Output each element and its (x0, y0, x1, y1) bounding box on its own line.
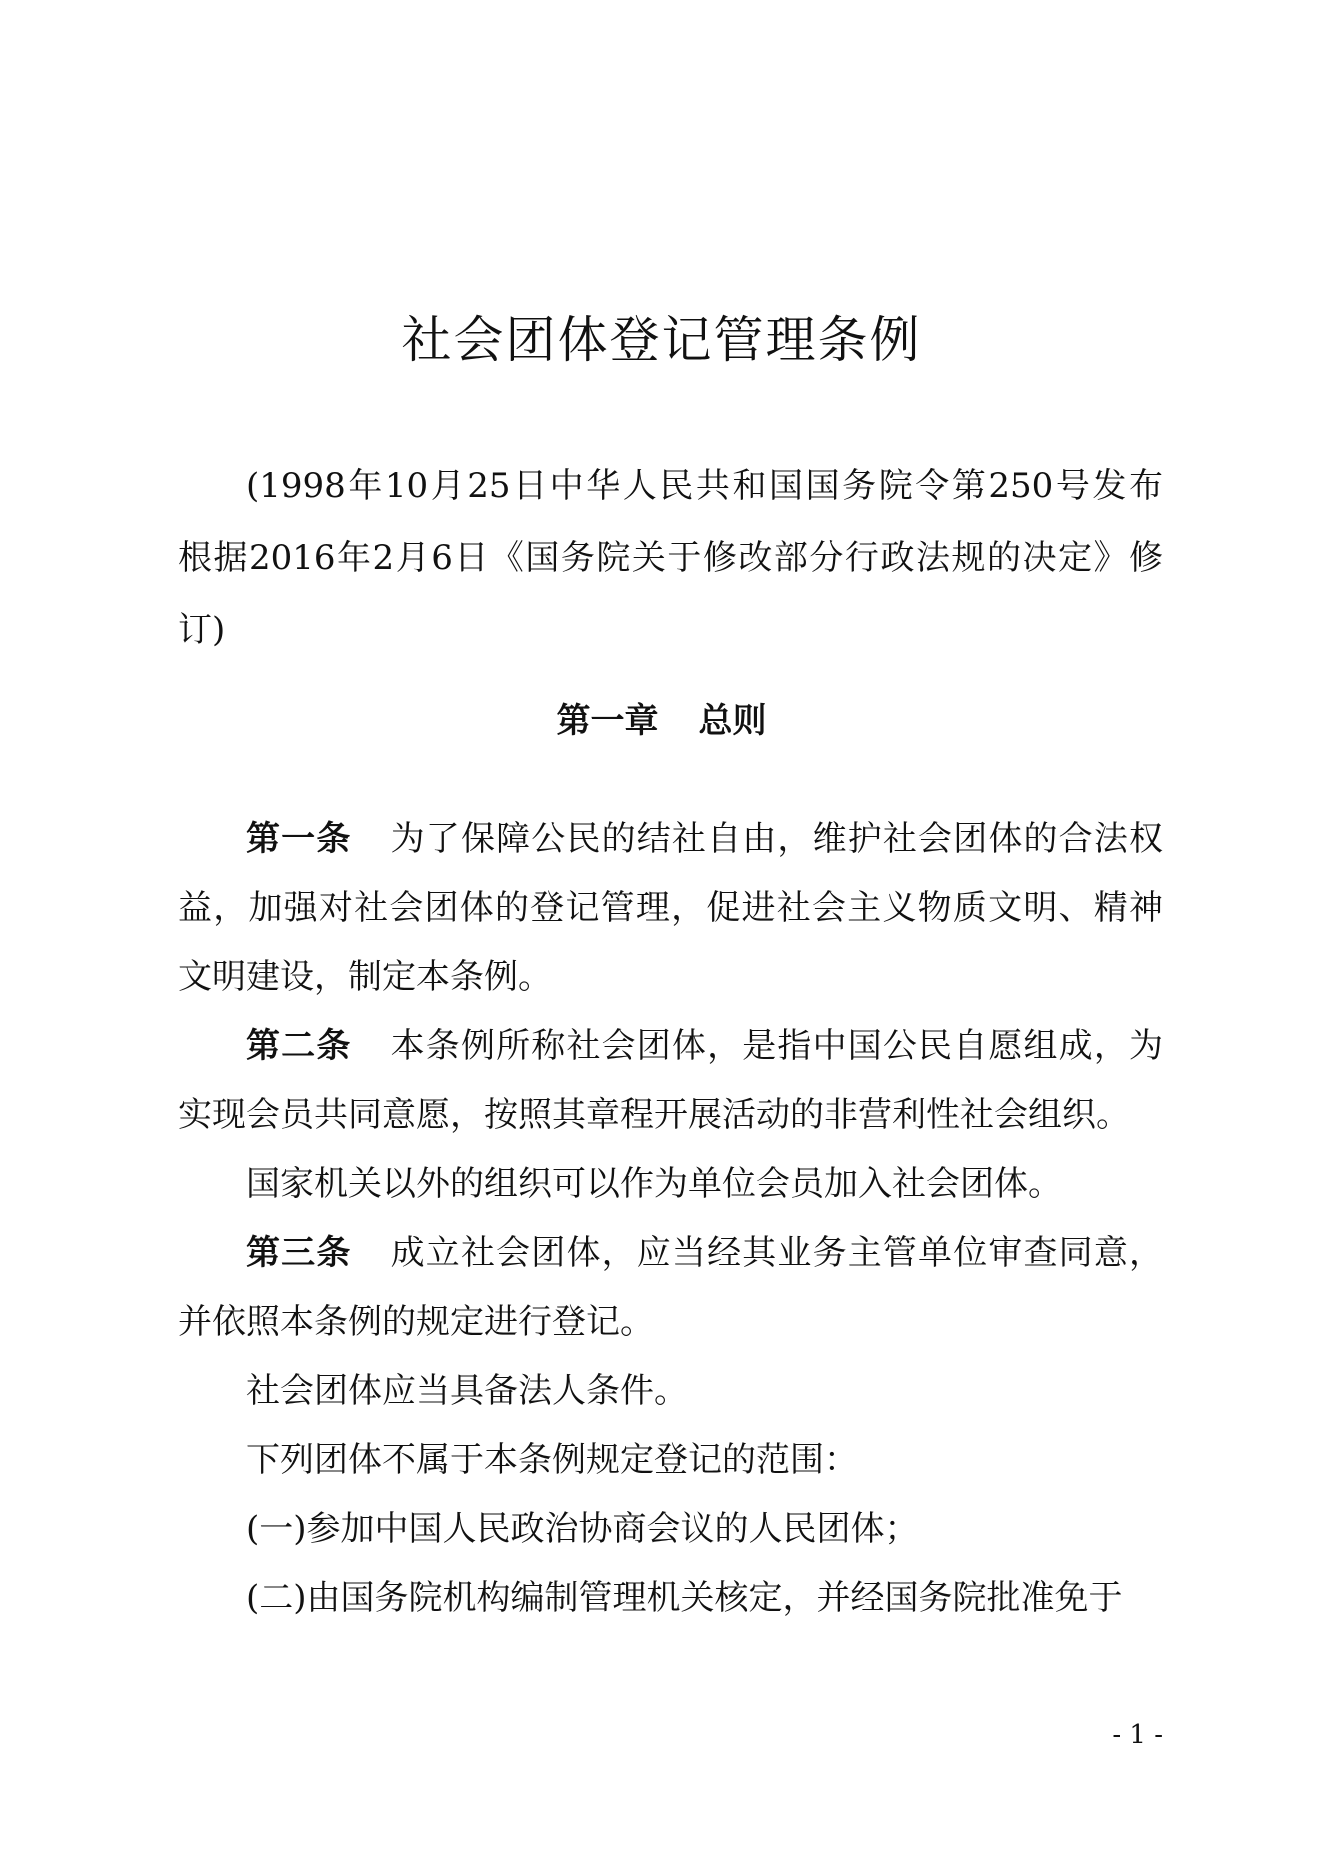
article-number: 第二条 (246, 1026, 352, 1066)
article-number: 第一条 (246, 819, 352, 859)
page-number: - 1 - (1112, 1720, 1163, 1750)
list-item (178, 1564, 1163, 1633)
list-item (178, 1495, 1163, 1564)
article-number: 第三条 (246, 1233, 352, 1273)
paragraph (178, 1357, 1163, 1426)
paragraph-text: 成立社会团体，应当经其业务主管单位审查同意，并依照本条例的规定进行登记。 (178, 1233, 1164, 1342)
paragraph (178, 1426, 1163, 1495)
document-body (178, 805, 1163, 1633)
paragraph-text: (一)参加中国人民政治协商会议的人民团体； (246, 1509, 919, 1549)
article-paragraph (178, 1012, 1163, 1150)
paragraph-text: (二)由国务院机构编制管理机关核定，并经国务院批准免于 (246, 1578, 1123, 1618)
article-paragraph (178, 1219, 1163, 1357)
document-title: 社会团体登记管理条例 (401, 311, 922, 369)
paragraph-text: 下列团体不属于本条例规定登记的范围： (246, 1440, 858, 1480)
chapter-heading (0, 693, 1323, 749)
chapter-name: 总则 (698, 701, 767, 741)
paragraph-text: 国家机关以外的组织可以作为单位会员加入社会团体。 (246, 1164, 1062, 1204)
paragraph (178, 1150, 1163, 1219)
preamble: (1998年10月25日中华人民共和国国务院令第250号发布 根据2016年2月6日《国务院关于修改部分行政法规的决定》修订) (178, 466, 1197, 650)
chapter-number: 第一章 (556, 701, 659, 741)
paragraph-text: 为了保障公民的结社自由，维护社会团体的合法权益，加强对社会团体的登记管理，促进社会主义物质文明、精神文明建设，制定本条例。 (178, 819, 1164, 997)
article-paragraph (178, 805, 1163, 1012)
paragraph-text: 本条例所称社会团体，是指中国公民自愿组成，为实现会员共同意愿，按照其章程开展活动的非营利性社会组织。 (178, 1026, 1164, 1135)
paragraph-text: 社会团体应当具备法人条件。 (246, 1371, 688, 1411)
